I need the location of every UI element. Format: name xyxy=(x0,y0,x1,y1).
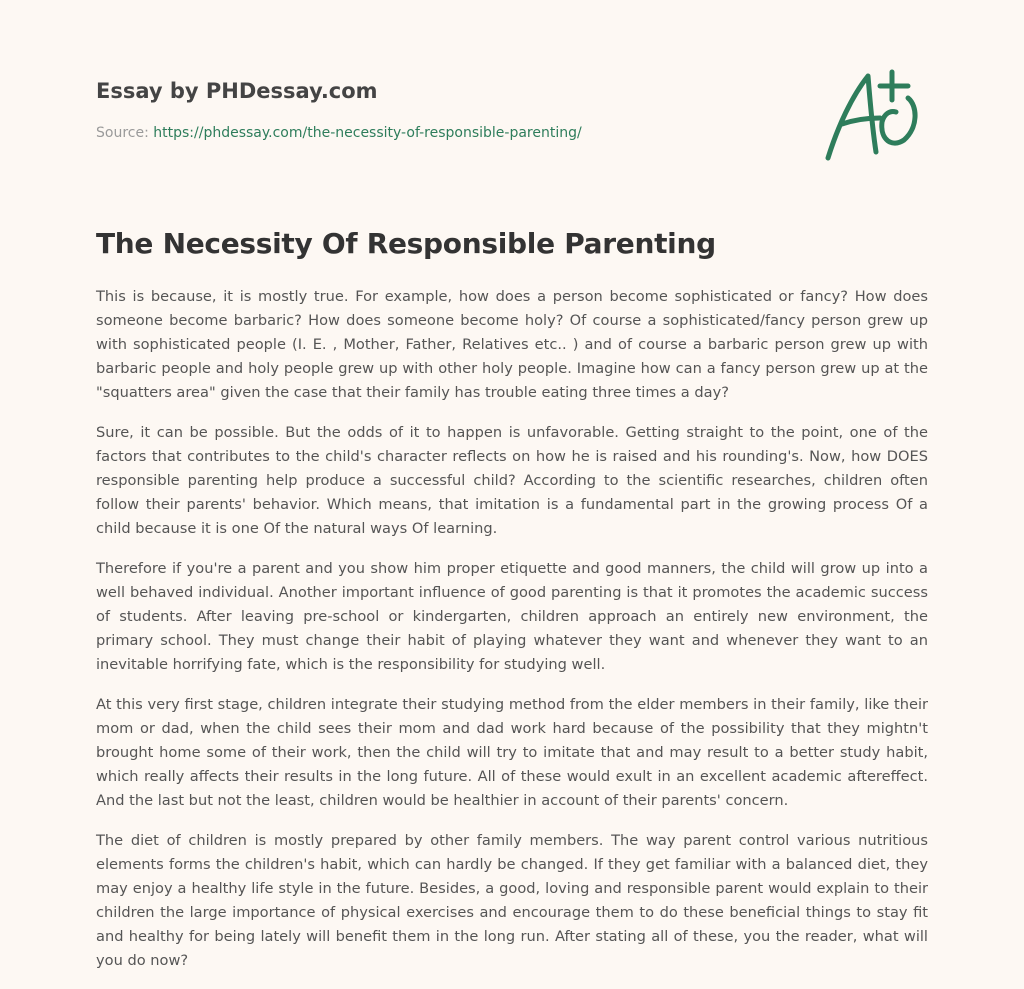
essay-paragraph: Sure, it can be possible. But the odds of it to happen is unfavorable. Getting straight to the point, one of the factors that contributes to the child's character reflects on how he is raised and his rounding's. Now, how DOES responsible parenting help produce a successful child? According to the scientific researches, children often follow their parents' behavior. Which means, that imitation is a fundamental part in the growing process Of a child because it is one Of the natural ways Of learning. xyxy=(96,424,928,537)
essay-paragraph: This is because, it is mostly true. For example, how does a person become sophisticated or fancy? How does someone become barbaric? How does someone become holy? Of course a sophisticated/fancy person grew up with sophisticated people (I. E. , Mother, Father, Relatives etc.. ) and of course a barbaric person grew up with barbaric people and holy people grew up with other holy people. Imagine how can a fancy person grew up at the "squatters area" given the case that their family has trouble eating three times a day? xyxy=(96,288,928,401)
a-plus-grade-icon xyxy=(818,66,928,166)
essay-paragraph: Therefore if you're a parent and you show him proper etiquette and good manners, the child will grow up into a well behaved individual. Another important influence of good parenting is that it promotes the academic success of students. After leaving pre-school or kindergarten, children approach an entirely new environment, the primary school. They must change their habit of playing whatever they want and whenever they want to an inevitable horrifying fate, which is the responsibility for studying well. xyxy=(96,560,928,673)
essay-title: The Necessity Of Responsible Parenting xyxy=(96,227,716,260)
essay-paragraph: At this very first stage, children integrate their studying method from the elder members in their family, like their mom or dad, when the child sees their mom and dad work hard because of the possibility that they mightn't brought home some of their work, then the child will try to imitate that and may result to a better study habit, which really affects their results in the long future. All of these would exult in an excellent academic aftereffect. And the last but not the least, children would be healthier in account of their parents' concern. xyxy=(96,696,928,809)
source-link[interactable]: https://phdessay.com/the-necessity-of-responsible-parenting/ xyxy=(153,125,582,141)
essay-body xyxy=(96,285,928,989)
essay-paragraph: The diet of children is mostly prepared by other family members. The way parent control various nutritious elements forms the children's habit, which can hardly be changed. If they get familiar with a balanced diet, they may enjoy a healthy life style in the future. Besides, a good, loving and responsible parent would explain to their children the large importance of physical exercises and encourage them to do these beneficial things to stay fit and healthy for being lately will benefit them in the long run. After stating all of these, you the reader, what will you do now? xyxy=(96,832,928,969)
page-header xyxy=(96,78,796,142)
source-label: Source: xyxy=(96,125,154,141)
brand-title: Essay by PHDessay.com xyxy=(96,79,378,103)
source-line xyxy=(96,124,796,142)
